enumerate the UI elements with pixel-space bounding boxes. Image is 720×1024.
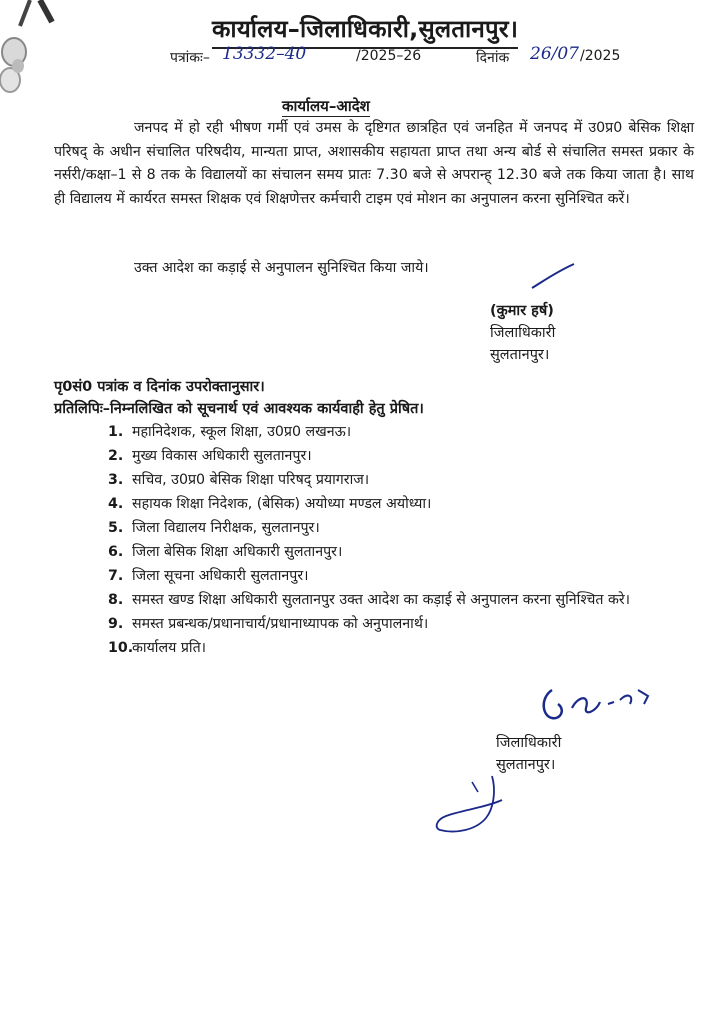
signature-block-1 <box>490 300 555 366</box>
date-year: /2025 <box>580 48 621 64</box>
order-paragraph-text: जनपद में हो रही भीषण गर्मी एवं उमस के दृष्टिगत छात्रहित एवं जनहित में जनपद में उ0प्र0 बेसिक शिक्षा परिषद् के अधीन संचालित परिषदीय, मान्यता प्राप्त, अशासकीय सहायता प्राप्त तथा अन्य बोर्ड से संचालित समस्त प्रकार के नर्सरी/कक्षा–1 से 8 तक के विद्यालयों का संचालन समय प्रातः 7.30 बजे से अपरान्ह् 12.30 बजे तक किया जाता है। साथ ही विद्यालय में कार्यरत समस्त शिक्षक एवं शिक्षणेत्तर कर्मचारी टाइम एवं मोशन का अनुपालन करना सुनिश्चित करें। <box>54 120 694 207</box>
initials-signature-icon <box>538 682 668 726</box>
list-item: 1. महानिदेशक, स्कूल शिक्षा, उ0प्र0 लखनऊ। <box>108 424 352 440</box>
order-compliance-text: उक्त आदेश का कड़ाई से अनुपालन सुनिश्चित किया जाये। <box>134 260 429 276</box>
signatory-place-2: सुलतानपुर। <box>496 757 556 773</box>
reference-label: पत्रांकः– <box>170 50 210 66</box>
list-item: 8. समस्त खण्ड शिक्षा अधिकारी सुलतानपुर उक्त आदेश का कड़ाई से अनुपालन करना सुनिश्चित करे। <box>108 592 631 608</box>
endorsement-line: पृ0सं0 पत्रांक व दिनांक उपरोक्तानुसार। <box>54 379 265 395</box>
signatory-designation: जिलाधिकारी <box>490 325 556 341</box>
office-title: कार्यालय–जिलाधिकारी,सुलतानपुर। <box>212 12 518 49</box>
date-label: दिनांक <box>476 50 510 66</box>
order-paragraph <box>54 117 694 211</box>
list-item: 5. जिला विद्यालय निरीक्षक, सुलतानपुर। <box>108 520 320 536</box>
list-item: 9. समस्त प्रबन्धक/प्रधानाचार्य/प्रधानाध्यापक को अनुपालनार्थ। <box>108 616 429 632</box>
signature-scribble-icon <box>432 770 532 840</box>
list-item: 10. कार्यालय प्रति। <box>108 640 207 656</box>
list-item: 7. जिला सूचना अधिकारी सुलतानपुर। <box>108 568 309 584</box>
list-item: 6. जिला बेसिक शिक्षा अधिकारी सुलतानपुर। <box>108 544 343 560</box>
order-heading: कार्यालय–आदेश <box>282 97 370 115</box>
reference-year: /2025–26 <box>356 48 422 64</box>
date-value-handwritten: 26/07 <box>530 44 579 64</box>
copy-to-line: प्रतिलिपिः–निम्नलिखित को सूचनार्थ एवं आवश्यक कार्यवाही हेतु प्रेषित। <box>54 401 424 417</box>
reference-number-handwritten: 13332–40 <box>222 44 307 64</box>
list-item: 2. मुख्य विकास अधिकारी सुलतानपुर। <box>108 448 312 464</box>
copy-recipient-list <box>108 420 688 660</box>
list-item: 4. सहायक शिक्षा निदेशक, (बेसिक) अयोध्या मण्डल अयोध्या। <box>108 496 432 512</box>
order-compliance-line <box>54 257 694 281</box>
signatory-designation-2: जिलाधिकारी <box>496 735 562 751</box>
signature-stroke-icon <box>528 262 578 292</box>
signatory-name: (कुमार हर्ष) <box>490 303 554 319</box>
list-item: 3. सचिव, उ0प्र0 बेसिक शिक्षा परिषद् प्रयागराज। <box>108 472 370 488</box>
binder-clip-icon <box>0 0 60 110</box>
signatory-place: सुलतानपुर। <box>490 347 550 363</box>
